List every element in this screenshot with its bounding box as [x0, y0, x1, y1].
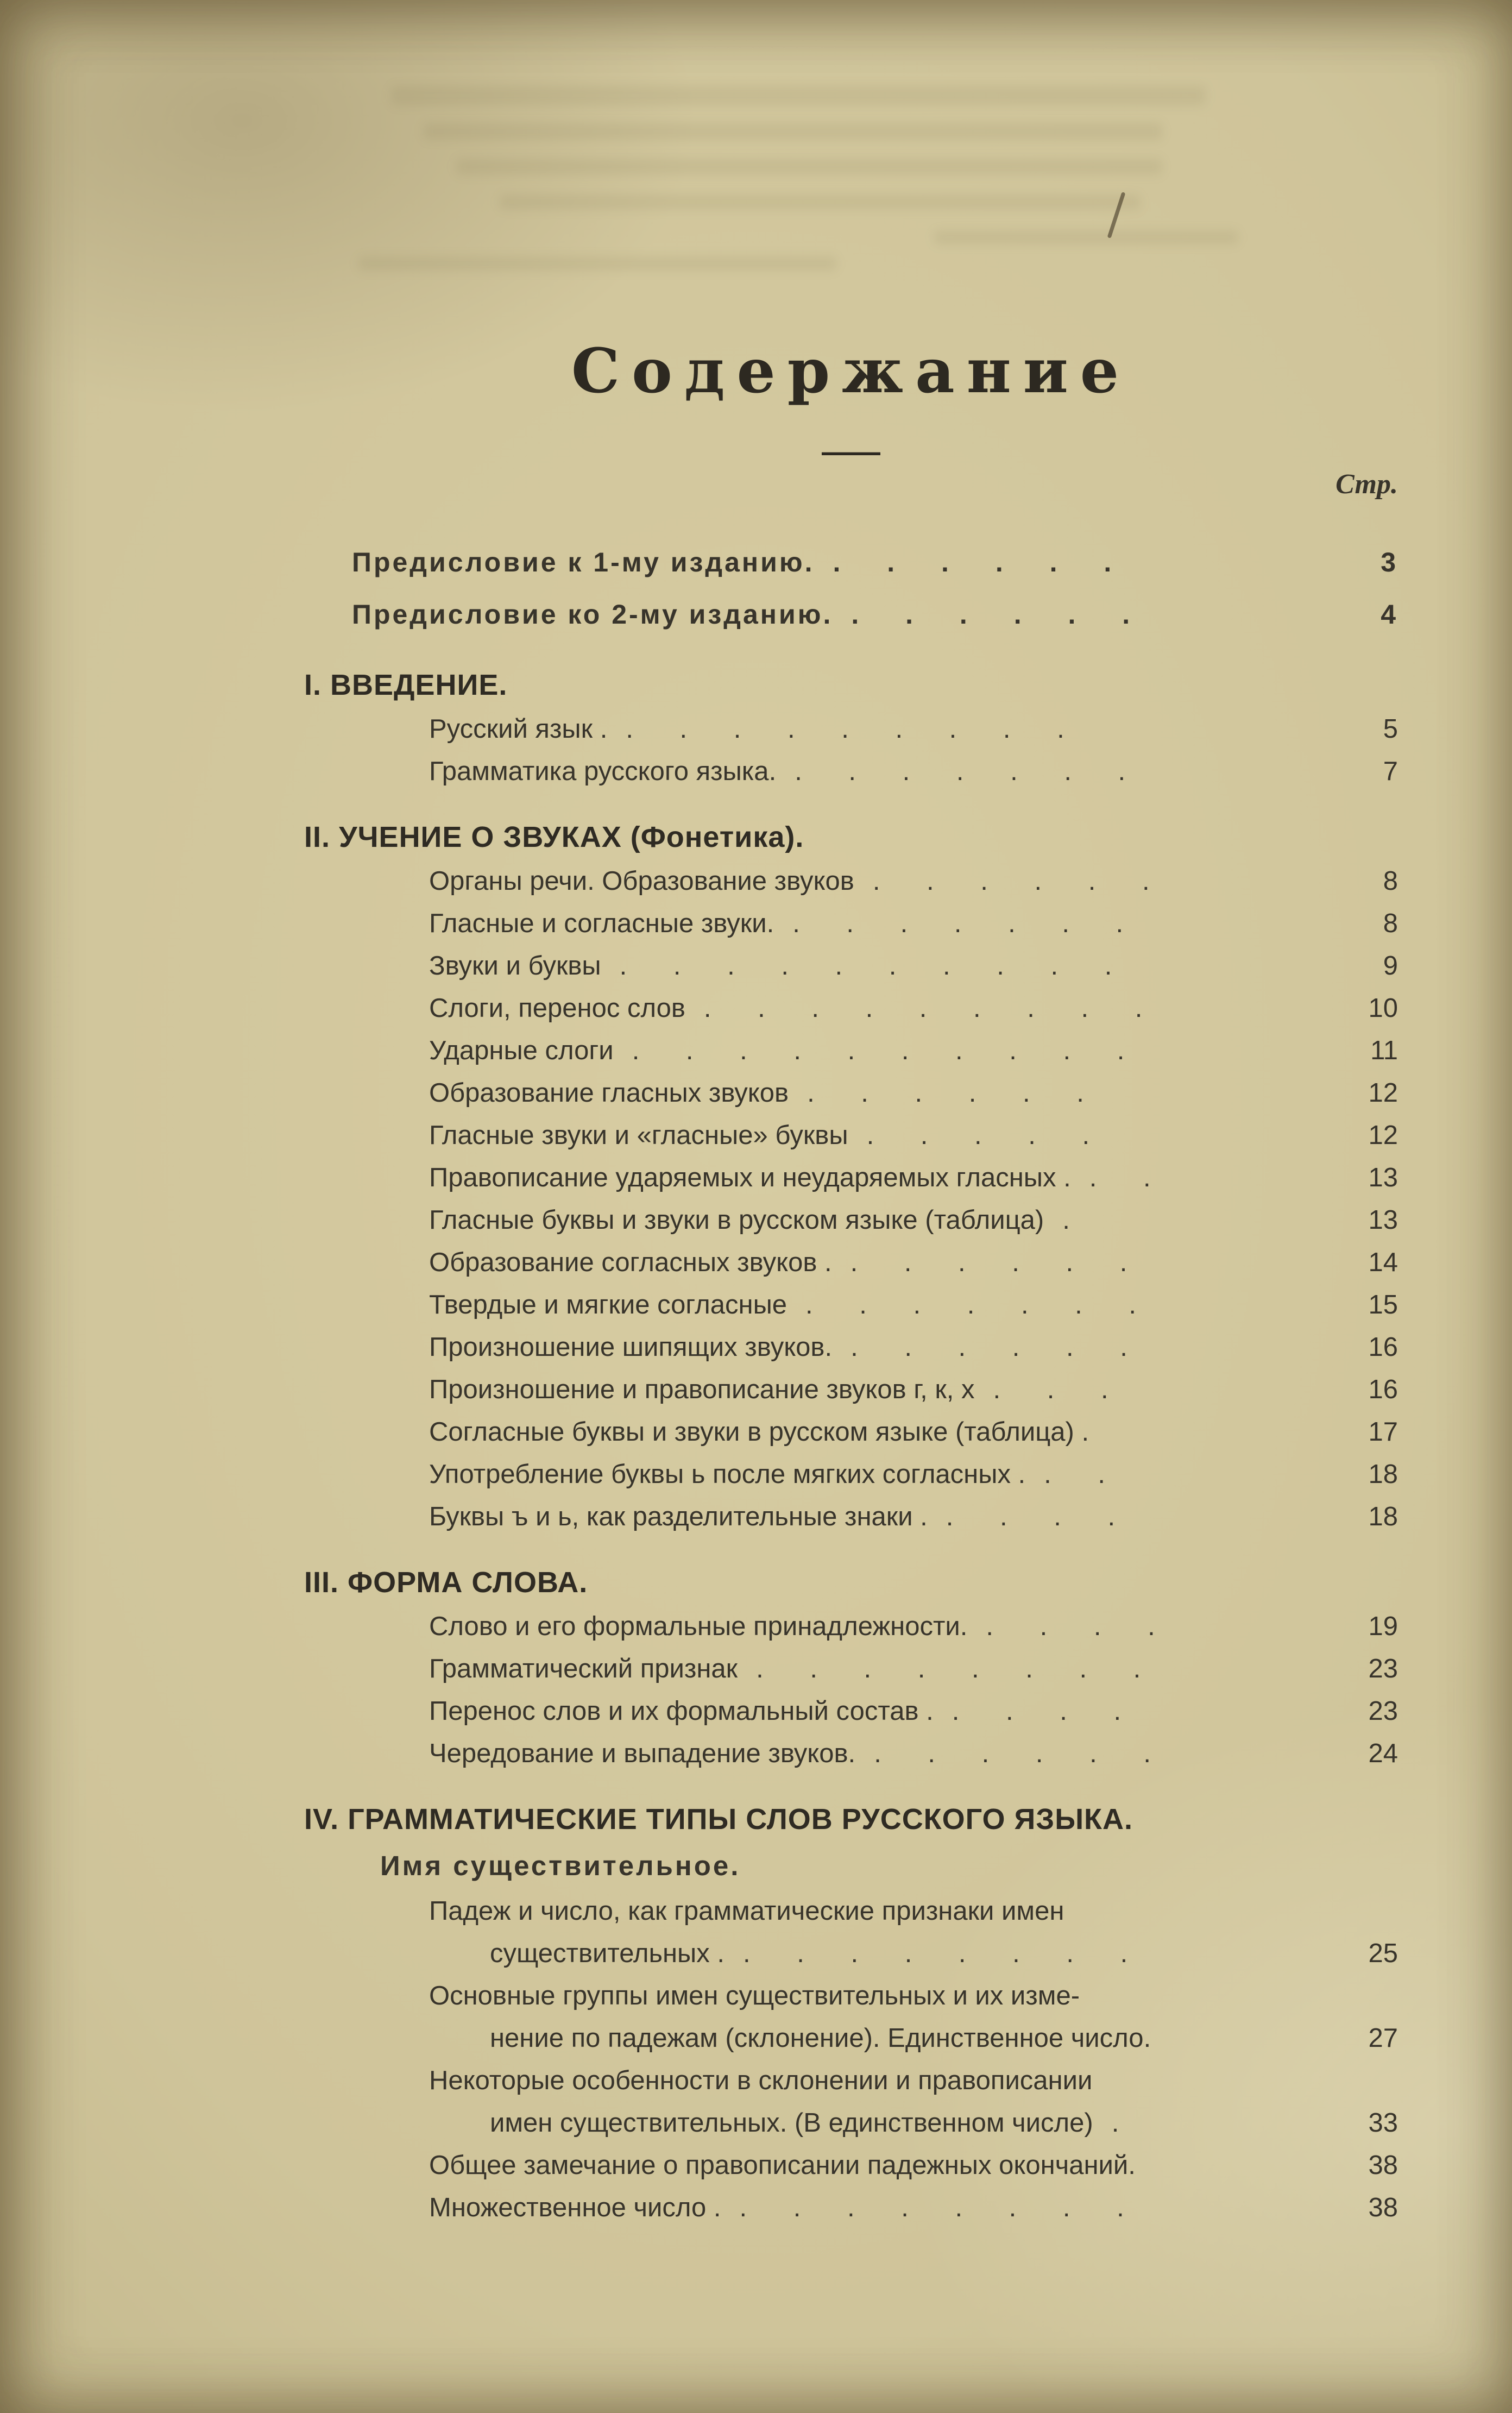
- toc-section: [304, 1560, 1398, 1775]
- toc-entry-label: Правописание ударяемых и неударяемых гласных .: [429, 1163, 1071, 1193]
- toc-entry-row: [429, 708, 1398, 750]
- toc-entry-page: 23: [1368, 1654, 1398, 1684]
- toc-entry-row: [429, 1605, 1398, 1648]
- toc-entry-label: Гласные буквы и звуки в русском языке (таблица): [429, 1205, 1044, 1235]
- toc-entry-row: [429, 2144, 1398, 2186]
- toc-entry-page: 38: [1368, 2151, 1398, 2181]
- toc-entry-page: 4: [1381, 599, 1398, 630]
- toc-entry-row: [429, 1411, 1398, 1453]
- dot-leader: .: [1111, 2108, 1119, 2138]
- dot-leader: . . . . . . .: [805, 1290, 1137, 1320]
- toc-entry-row: [429, 1326, 1398, 1368]
- toc-section: [304, 662, 1398, 793]
- toc-entry: [429, 1648, 1398, 1690]
- toc-entry-row: [429, 1029, 1398, 1072]
- toc-entry: [429, 750, 1398, 793]
- title-divider: ——: [822, 436, 880, 468]
- toc-entry-page: 3: [1381, 547, 1398, 578]
- toc-entry: [429, 1326, 1398, 1368]
- toc-entry: [429, 708, 1398, 750]
- toc-entry-row: [429, 1368, 1398, 1411]
- toc-entry-line1: [429, 2059, 1398, 2102]
- toc-entry-label: Общее замечание о правописании падежных окончаний.: [429, 2151, 1136, 2181]
- toc-entry-line2: [490, 1932, 1398, 1975]
- toc-entry-row: [429, 902, 1398, 945]
- toc-entry-label: Образование гласных звуков: [429, 1078, 789, 1108]
- toc-entry-page: 7: [1383, 757, 1398, 787]
- toc-entry: [429, 1411, 1398, 1453]
- toc-entry-page: 17: [1368, 1417, 1398, 1447]
- dot-leader: . . . . . .: [872, 866, 1150, 896]
- toc-entry-label: Твердые и мягкие согласные: [429, 1290, 788, 1320]
- toc-entry-page: 18: [1368, 1502, 1398, 1532]
- toc-entry-page: 14: [1368, 1248, 1398, 1278]
- toc-entry: [429, 1732, 1398, 1775]
- toc-entry: [429, 860, 1398, 902]
- toc-entry-page: 11: [1370, 1036, 1398, 1066]
- toc-entry-label: Гласные звуки и «гласные» буквы: [429, 1121, 848, 1151]
- dot-leader: . . . . . .: [851, 599, 1130, 630]
- toc-entry-row: [429, 1072, 1398, 1114]
- toc-entry-row: [429, 1690, 1398, 1732]
- page-number-column-label: Стр.: [1335, 469, 1398, 500]
- toc-entry-page: 5: [1383, 714, 1398, 744]
- toc-entry-line2: [490, 2017, 1398, 2059]
- section-heading: II. УЧЕНИЕ О ЗВУКАХ (Фонетика).: [304, 821, 804, 854]
- toc-entry-row: [429, 1284, 1398, 1326]
- toc-entry-row: [429, 1241, 1398, 1284]
- toc-entry: [429, 2144, 1398, 2186]
- toc-entry-label: Образование согласных звуков .: [429, 1248, 832, 1278]
- toc-section: [304, 814, 1398, 1538]
- dot-leader: . .: [1044, 1460, 1106, 1490]
- toc-entry: [429, 1072, 1398, 1114]
- toc-entry-row: [429, 1114, 1398, 1157]
- dot-leader: . . . .: [986, 1612, 1155, 1642]
- toc-entry: [429, 1975, 1398, 2059]
- toc-entry: [429, 1368, 1398, 1411]
- dot-leader: . . . . . . . . .: [703, 994, 1143, 1023]
- toc-entry: [429, 987, 1398, 1029]
- toc-entry-label: Гласные и согласные звуки.: [429, 909, 774, 939]
- toc-front-matter-row: [352, 536, 1398, 588]
- toc-entry-page: 16: [1368, 1375, 1398, 1405]
- table-of-contents: [304, 536, 1398, 2229]
- section-heading: IV. ГРАММАТИЧЕСКИЕ ТИПЫ СЛОВ РУССКОГО ЯЗЫКА.: [304, 1803, 1133, 1836]
- toc-entry-label: Слоги, перенос слов: [429, 994, 685, 1023]
- toc-entry: [429, 902, 1398, 945]
- toc-entry-row: [429, 1453, 1398, 1495]
- toc-entry-label: Органы речи. Образование звуков: [429, 866, 854, 896]
- dot-leader: . . . . . . . . .: [626, 714, 1064, 744]
- toc-entry-page: 23: [1368, 1696, 1398, 1726]
- toc-entry-page: 12: [1368, 1121, 1398, 1151]
- dot-leader: . . . . . . . .: [743, 1939, 1128, 1969]
- toc-entry: [429, 1890, 1398, 1975]
- toc-entry-label: Русский язык .: [429, 714, 608, 744]
- toc-entry-label: Падеж и число, как грамматические признаки имен: [429, 1896, 1064, 1926]
- toc-entry-label: нение по падежам (склонение). Единственное число.: [490, 2024, 1151, 2053]
- toc-entry-row: [429, 750, 1398, 793]
- dot-leader: . . . .: [952, 1696, 1122, 1726]
- toc-entry: [429, 1029, 1398, 1072]
- toc-entry-label: Основные группы имен существительных и их изме-: [429, 1981, 1080, 2011]
- dot-leader: . . . . . .: [833, 547, 1112, 578]
- dot-leader: . . . . . .: [874, 1739, 1151, 1769]
- toc-entry-label: Чередование и выпадение звуков.: [429, 1739, 856, 1769]
- toc-entry-page: 10: [1368, 994, 1398, 1023]
- dot-leader: . . . . . .: [850, 1248, 1127, 1278]
- toc-entry: [429, 1114, 1398, 1157]
- toc-entry-label: Ударные слоги: [429, 1036, 614, 1066]
- toc-entry: [429, 2059, 1398, 2144]
- toc-entry-row: [429, 945, 1398, 987]
- toc-entry-row: [429, 987, 1398, 1029]
- toc-entry-label: Звуки и буквы: [429, 951, 601, 981]
- dot-leader: . . . . . . .: [795, 757, 1126, 787]
- dot-leader: . . . . . . .: [792, 909, 1124, 939]
- toc-entry: [429, 1241, 1398, 1284]
- toc-entry-page: 8: [1383, 866, 1398, 896]
- dot-leader: . .: [1089, 1163, 1151, 1193]
- dot-leader: .: [1062, 1205, 1070, 1235]
- toc-entry-row: [429, 2186, 1398, 2229]
- toc-entry-row: [429, 1732, 1398, 1775]
- toc-entry-label: Произношение и правописание звуков г, к, х: [429, 1375, 975, 1405]
- toc-entry-label: Перенос слов и их формальный состав .: [429, 1696, 934, 1726]
- page-content: [304, 0, 1398, 2229]
- toc-entry-row: [429, 1495, 1398, 1538]
- toc-entry-page: 19: [1368, 1612, 1398, 1642]
- toc-entry: [429, 1284, 1398, 1326]
- toc-entry: [429, 2186, 1398, 2229]
- toc-entry: [429, 945, 1398, 987]
- dot-leader: . . . .: [946, 1502, 1116, 1532]
- toc-front-matter-row: [352, 588, 1398, 640]
- toc-entry-row: [429, 1199, 1398, 1241]
- page-title: Содержание: [571, 336, 1131, 407]
- toc-entry: [429, 1605, 1398, 1648]
- toc-entry-label: Грамматический признак: [429, 1654, 738, 1684]
- toc-entry-page: 13: [1368, 1163, 1398, 1193]
- toc-entry-page: 9: [1383, 951, 1398, 981]
- dot-leader: . . . . . .: [850, 1333, 1127, 1362]
- toc-entry: [429, 1199, 1398, 1241]
- toc-entry-page: 12: [1368, 1078, 1398, 1108]
- toc-entry-label: имен существительных. (В единственном числе): [490, 2108, 1093, 2138]
- toc-entry: [429, 1453, 1398, 1495]
- toc-entry-page: 27: [1368, 2024, 1398, 2053]
- toc-entry-label: Произношение шипящих звуков.: [429, 1333, 833, 1362]
- toc-entry-page: 18: [1368, 1460, 1398, 1490]
- dot-leader: . . . . . . . . . .: [632, 1036, 1125, 1066]
- toc-section: [304, 1796, 1398, 2229]
- toc-entry-label: Грамматика русского языка.: [429, 757, 777, 787]
- dot-leader: . . . . . . . .: [739, 2193, 1124, 2223]
- toc-entry-label: Множественное число .: [429, 2193, 721, 2223]
- toc-entry-row: [429, 1648, 1398, 1690]
- toc-entry-page: 38: [1368, 2193, 1398, 2223]
- section-subheading: Имя существительное.: [380, 1850, 741, 1882]
- toc-entry-label: Предисловие к 1-му изданию.: [352, 547, 815, 578]
- section-heading: III. ФОРМА СЛОВА.: [304, 1566, 588, 1599]
- toc-entry-row: [429, 860, 1398, 902]
- toc-entry-page: 25: [1368, 1939, 1398, 1969]
- toc-entry-label: существительных .: [490, 1939, 725, 1969]
- toc-entry-label: Слово и его формальные принадлежности.: [429, 1612, 968, 1642]
- toc-entry: [429, 1690, 1398, 1732]
- toc-entry-page: 33: [1368, 2108, 1398, 2138]
- toc-entry-page: 13: [1368, 1205, 1398, 1235]
- section-heading: I. ВВЕДЕНИЕ.: [304, 669, 508, 702]
- toc-entry-line1: [429, 1975, 1398, 2017]
- dot-leader: . . . . . . . . . .: [619, 951, 1112, 981]
- toc-entry-label: Употребление буквы ь после мягких согласных .: [429, 1460, 1026, 1490]
- toc-entry-label: Предисловие ко 2-му изданию.: [352, 599, 833, 630]
- dot-leader: . . .: [993, 1375, 1108, 1405]
- toc-entry-label: Некоторые особенности в склонении и правописании: [429, 2066, 1093, 2096]
- toc-entry-page: 15: [1368, 1290, 1398, 1320]
- toc-entry-row: [429, 1157, 1398, 1199]
- toc-entry: [429, 1157, 1398, 1199]
- toc-entry: [429, 1495, 1398, 1538]
- toc-entry-page: 8: [1383, 909, 1398, 939]
- dot-leader: . . . . . . . .: [756, 1654, 1141, 1684]
- toc-entry-line1: [429, 1890, 1398, 1932]
- toc-entry-line2: [490, 2102, 1398, 2144]
- toc-entry-label: Согласные буквы и звуки в русском языке (таблица) .: [429, 1417, 1089, 1447]
- toc-entry-page: 24: [1368, 1739, 1398, 1769]
- dot-leader: . . . . .: [866, 1121, 1090, 1151]
- toc-entry-label: Буквы ъ и ь, как разделительные знаки .: [429, 1502, 928, 1532]
- dot-leader: . . . . . .: [807, 1078, 1084, 1108]
- toc-entry-page: 16: [1368, 1333, 1398, 1362]
